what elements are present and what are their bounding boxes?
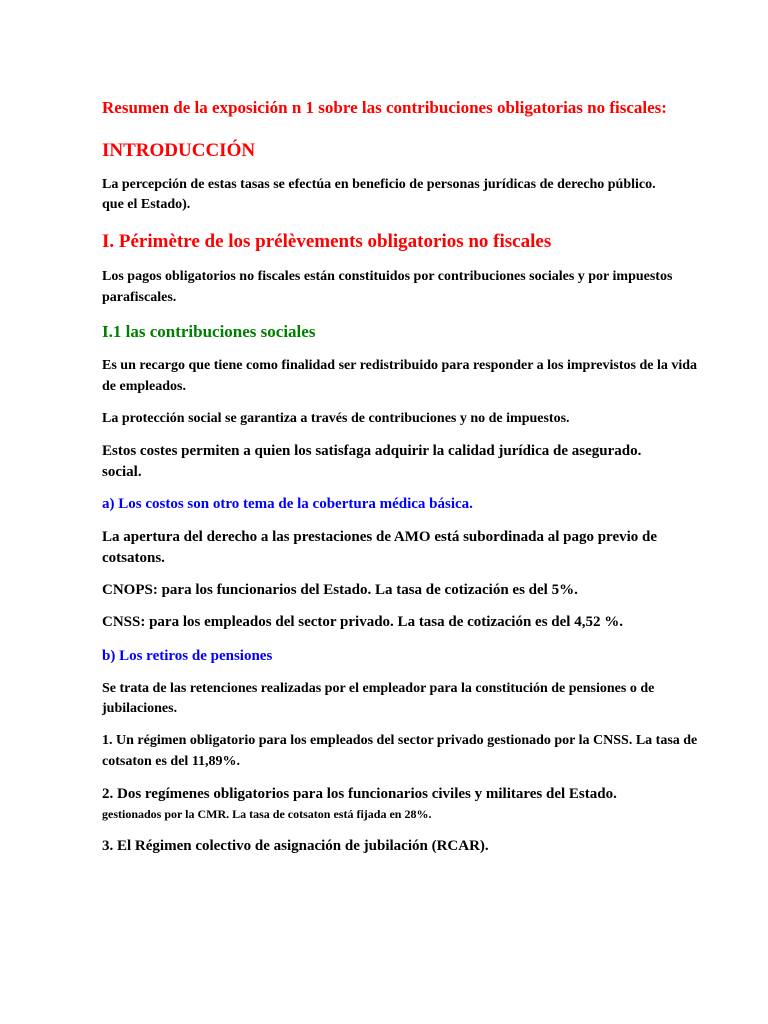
recargo-paragraph-line-1: Es un recargo que tiene como finalidad ser redistribuido para responder a los imprevistos de la vida <box>102 358 698 373</box>
document-title: Resumen de la exposición n 1 sobre las contribuciones obligatorias no fiscales: <box>102 98 667 117</box>
retenciones-paragraph-line-1: Se trata de las retenciones realizadas por el empleador para la constitución de pensiones o de <box>102 681 655 696</box>
apertura-paragraph-line-1: La apertura del derecho a las prestaciones de AMO está subordinada al pago previo de <box>102 529 658 545</box>
subsection-a-heading: a) Los costos son otro tema de la cobertura médica básica. <box>102 496 473 512</box>
recargo-paragraph-line-2: de empleados. <box>102 379 186 394</box>
apertura-paragraph-line-2: cotsatons. <box>102 550 165 566</box>
section1-heading: I. Périmètre de los prélèvements obligatorios no fiscales <box>102 231 552 252</box>
section1-paragraph-line-2: parafiscales. <box>102 290 177 305</box>
item-1-line-1: 1. Un régimen obligatorio para los empleados del sector privado gestionado por la CNSS. La tasa de <box>102 733 698 748</box>
costes-paragraph-line-1: Estos costes permiten a quien los satisfaga adquirir la calidad jurídica de asegurado. <box>102 443 642 459</box>
retenciones-paragraph-line-2: jubilaciones. <box>102 701 178 716</box>
item-2-line-2: gestionados por la CMR. La tasa de cotsaton está fijada en 28%. <box>102 807 432 821</box>
intro-paragraph-line-1: La percepción de estas tasas se efectúa en beneficio de personas jurídicas de derecho público. <box>102 177 656 192</box>
item-1-line-2: cotsaton es del 11,89%. <box>102 754 241 769</box>
item-3: 3. El Régimen colectivo de asignación de jubilación (RCAR). <box>102 838 489 854</box>
item-2-line-1: 2. Dos regímenes obligatorios para los funcionarios civiles y militares del Estado. <box>102 786 617 802</box>
subsection-1-1-heading: I.1 las contribuciones sociales <box>102 322 316 341</box>
intro-heading: INTRODUCCIÓN <box>102 140 256 161</box>
cnss-paragraph: CNSS: para los empleados del sector privado. La tasa de cotización es del 4,52 %. <box>102 614 623 630</box>
subsection-b-heading: b) Los retiros de pensiones <box>102 648 273 664</box>
section1-paragraph-line-1: Los pagos obligatorios no fiscales están constituidos por contribuciones sociales y por impuestos <box>102 269 673 284</box>
costes-paragraph-line-2: social. <box>102 464 142 480</box>
cnops-paragraph: CNOPS: para los funcionarios del Estado. La tasa de cotización es del 5%. <box>102 582 578 598</box>
proteccion-paragraph: La protección social se garantiza a través de contribuciones y no de impuestos. <box>102 411 570 426</box>
intro-paragraph-line-2: que el Estado). <box>102 197 191 212</box>
